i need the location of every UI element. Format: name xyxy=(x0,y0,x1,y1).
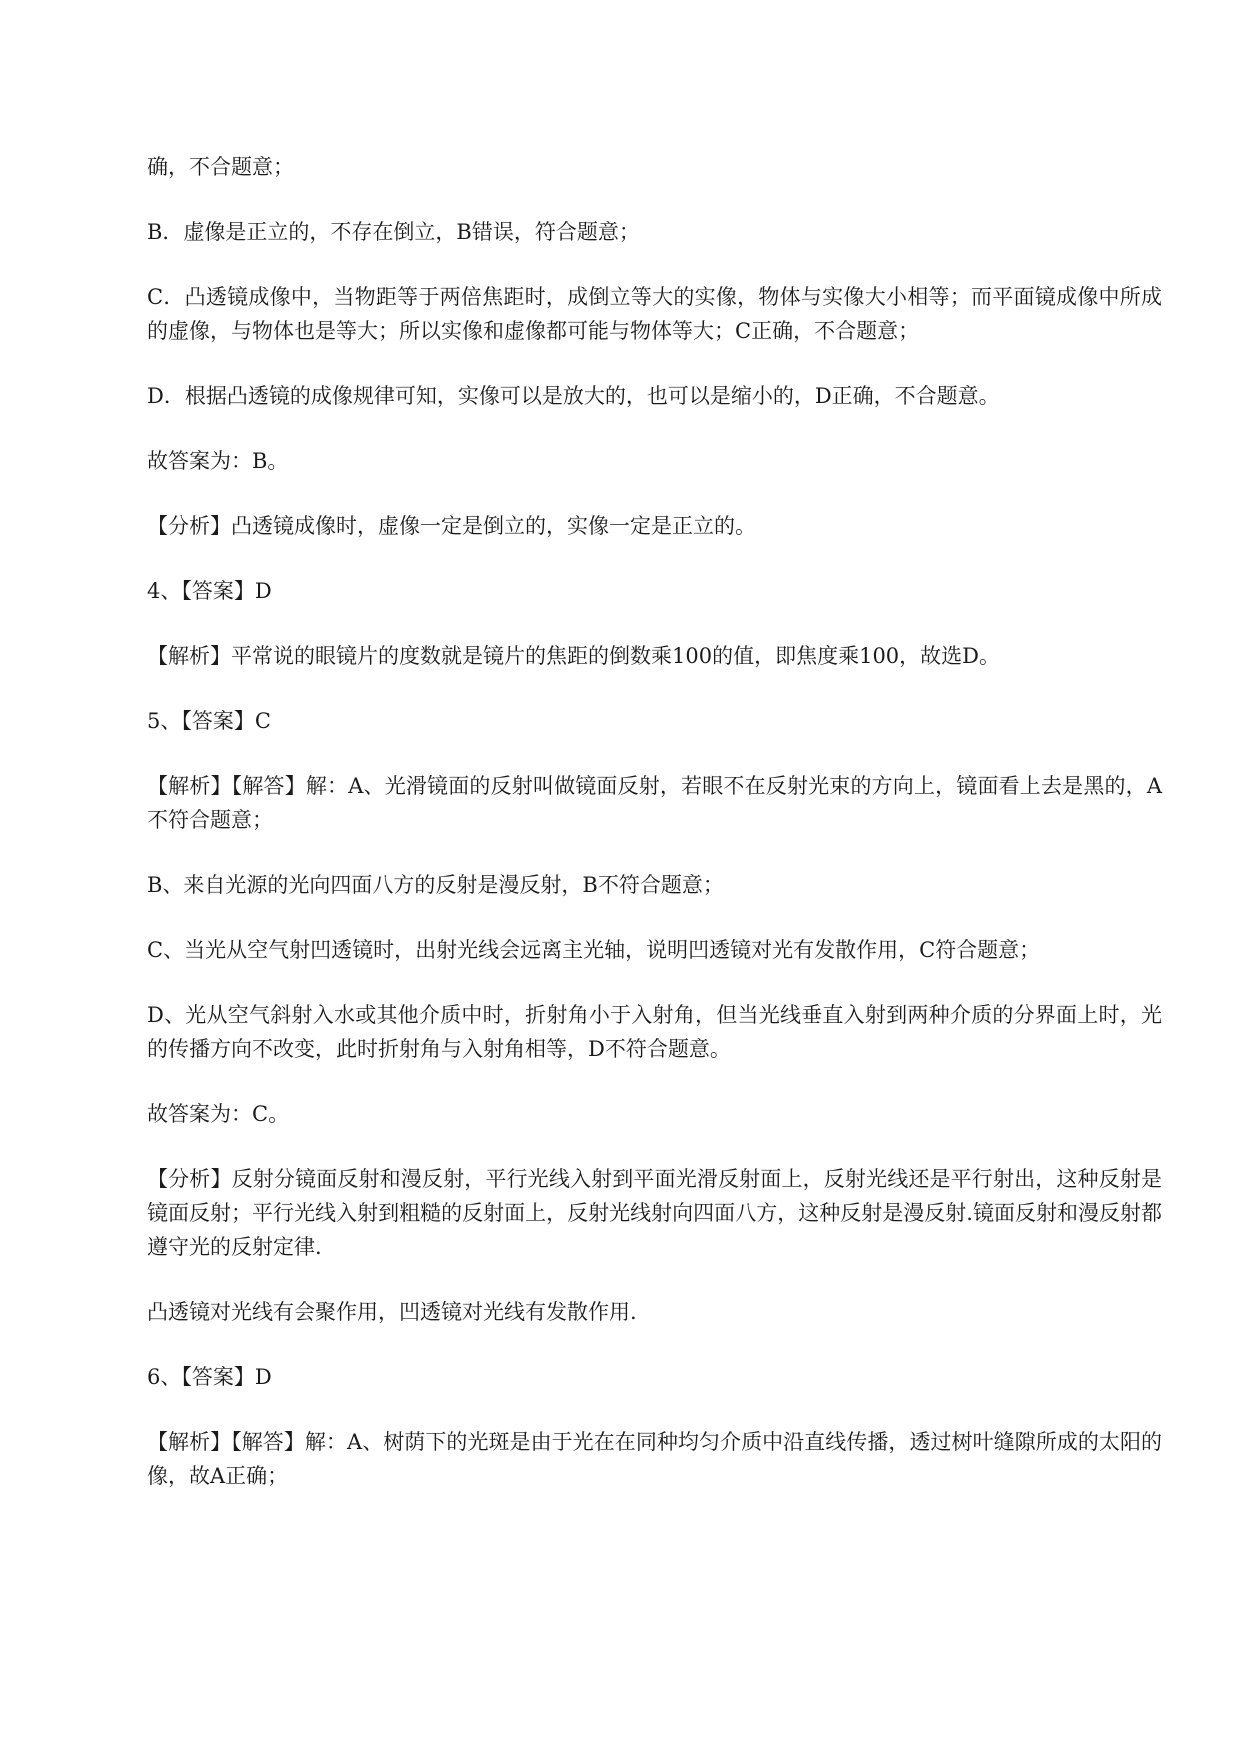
paragraph-answer-summary-3: 故答案为：B。 xyxy=(147,449,289,473)
paragraph-answer-4: 4、【答案】D xyxy=(147,579,272,603)
paragraph-explanation-5-b: B、来自光源的光向四面八方的反射是漫反射，B不符合题意； xyxy=(147,873,724,897)
paragraph-option-c: C．凸透镜成像中，当物距等于两倍焦距时，成倒立等大的实像，物体与实像大小相等；而平面镜成像中所成的虚像，与物体也是等大；所以实像和虚像都可能与物体等大；C正确，不合题意； xyxy=(147,285,1162,343)
paragraph-option-b: B．虚像是正立的，不存在倒立，B错误，符合题意； xyxy=(147,220,640,244)
paragraph-continuation: 确，不合题意； xyxy=(147,155,294,179)
paragraph-explanation-6-a: 【解析】【解答】解：A、树荫下的光斑是由于光在在同种均匀介质中沿直线传播，透过树叶缝隙所成的太阳的像，故A正确； xyxy=(147,1430,1162,1488)
paragraph-answer-summary-5: 故答案为：C。 xyxy=(147,1102,290,1126)
paragraph-analysis-5: 【分析】反射分镜面反射和漫反射，平行光线入射到平面光滑反射面上，反射光线还是平行射出，这种反射是镜面反射；平行光线入射到粗糙的反射面上，反射光线射向四面八方，这种反射是漫反射.镜面反射和漫反射都遵守光的反射定律. xyxy=(147,1167,1162,1259)
paragraph-analysis-3: 【分析】凸透镜成像时，虚像一定是倒立的，实像一定是正立的。 xyxy=(147,514,756,538)
paragraph-explanation-4: 【解析】平常说的眼镜片的度数就是镜片的焦距的倒数乘100的值，即焦度乘100，故选D。 xyxy=(147,644,1000,668)
paragraph-explanation-5-d: D、光从空气斜射入水或其他介质中时，折射角小于入射角，但当光线垂直入射到两种介质的分界面上时，光的传播方向不改变，此时折射角与入射角相等，D不符合题意。 xyxy=(147,1003,1162,1061)
document-body xyxy=(147,150,1162,1524)
paragraph-answer-6: 6、【答案】D xyxy=(147,1365,272,1389)
paragraph-explanation-5-a: 【解析】【解答】解：A、光滑镜面的反射叫做镜面反射，若眼不在反射光束的方向上，镜面看上去是黑的，A不符合题意； xyxy=(147,774,1162,832)
paragraph-explanation-5-c: C、当光从空气射凹透镜时，出射光线会远离主光轴，说明凹透镜对光有发散作用，C符合题意； xyxy=(147,938,1041,962)
paragraph-analysis-5-note: 凸透镜对光线有会聚作用，凹透镜对光线有发散作用. xyxy=(147,1300,637,1324)
paragraph-answer-5: 5、【答案】C xyxy=(147,709,271,733)
paragraph-option-d: D．根据凸透镜的成像规律可知，实像可以是放大的，也可以是缩小的，D正确，不合题意。 xyxy=(147,384,1000,408)
